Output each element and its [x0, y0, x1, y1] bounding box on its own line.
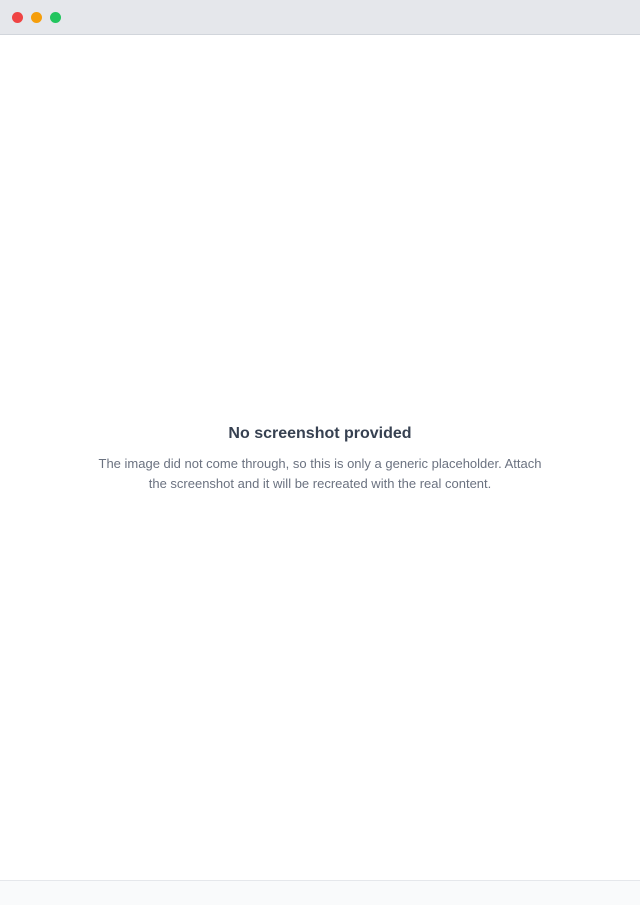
close-window-icon[interactable] — [12, 12, 23, 23]
minimize-window-icon[interactable] — [31, 12, 42, 23]
title-bar — [0, 0, 640, 35]
notice-heading: No screenshot provided — [228, 425, 412, 442]
status-bar — [0, 880, 640, 905]
main-content — [0, 35, 640, 880]
notice-body: The image did not come through, so this is only a generic placeholder. Attach the screenshot and it will be recreated with the real content. — [98, 456, 542, 491]
maximize-window-icon[interactable] — [50, 12, 61, 23]
placeholder-notice — [90, 422, 550, 493]
